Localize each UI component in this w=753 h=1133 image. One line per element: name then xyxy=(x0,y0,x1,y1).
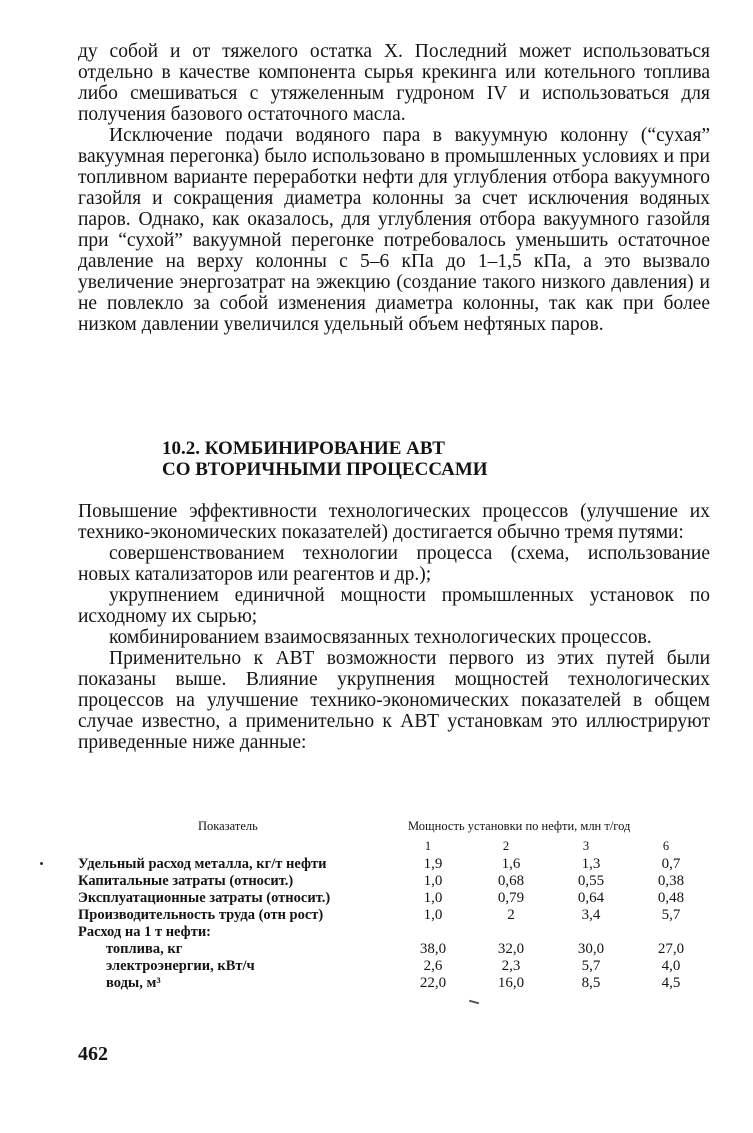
scan-mark xyxy=(469,1000,479,1005)
table-row xyxy=(78,924,710,941)
list-item-combining: комбинированием взаимосвязанных технологических процессов. xyxy=(109,627,652,648)
table-row xyxy=(78,856,710,873)
text-block-top xyxy=(78,41,710,335)
paragraph-intro: Повышение эффективности технологических процессов (улучшение их технико-экономических показателей) достигается обычно тремя путями: xyxy=(78,501,710,543)
cell: 22,0 xyxy=(419,975,447,991)
cell: 0,48 xyxy=(657,890,685,906)
row-label: воды, м³ xyxy=(106,975,161,991)
cell: 38,0 xyxy=(419,941,447,957)
row-label: топлива, кг xyxy=(106,941,183,957)
cell: 27,0 xyxy=(657,941,685,957)
cell: 5,7 xyxy=(661,907,681,923)
row-label: электроэнергии, кВт/ч xyxy=(106,958,255,974)
cell: 16,0 xyxy=(497,975,525,991)
cell: 1,0 xyxy=(423,890,443,906)
row-label: Удельный расход металла, кг/т нефти xyxy=(78,856,327,872)
table-header xyxy=(78,818,710,856)
column-header: 1 xyxy=(424,839,432,853)
cell: 0,55 xyxy=(577,873,605,889)
table-row xyxy=(78,975,710,992)
list-item-scale: укрупнением единичной мощности промышленных установок по исходному их сырью; xyxy=(78,585,710,627)
cell: 0,79 xyxy=(497,890,525,906)
row-label: Производительность труда (отн рост) xyxy=(78,907,324,923)
section-heading xyxy=(162,438,682,480)
paragraph-avt: Применительно к АВТ возможности первого из этих путей были показаны выше. Влияние укрупнения мощностей технологических процессов на улучшение технико-экономических показателей в общем случае известно, а применительно к АВТ установкам это иллюстрируют приведенные ниже данные: xyxy=(78,648,710,753)
table-header-group: Мощность установки по нефти, млн т/год xyxy=(408,819,631,833)
row-label: Капитальные затраты (относит.) xyxy=(78,873,294,889)
table-row xyxy=(78,941,710,958)
text-block-bottom xyxy=(78,501,710,753)
cell: 1,3 xyxy=(581,856,601,872)
cell: 0,7 xyxy=(661,856,681,872)
row-label: Эксплуатационные затраты (относит.) xyxy=(78,890,331,906)
capacity-table xyxy=(78,818,710,992)
cell: 0,64 xyxy=(577,890,605,906)
row-label: Расход на 1 т нефти: xyxy=(78,924,211,940)
cell: 2,6 xyxy=(423,958,443,974)
table-row xyxy=(78,907,710,924)
paragraph-continuation: ду собой и от тяжелого остатка X. Последний может использоваться отдельно в качестве компонента сырья крекинга или котельного топлива либо смешиваться с утяжеленным гудроном IV и использоваться для получения базового остаточного масла. xyxy=(78,41,710,125)
scan-speck xyxy=(40,862,43,865)
section-heading-line1: 10.2. КОМБИНИРОВАНИЕ АВТ xyxy=(162,438,445,459)
column-header: 3 xyxy=(582,839,590,853)
table-row xyxy=(78,873,710,890)
cell: 4,0 xyxy=(661,958,681,974)
cell: 32,0 xyxy=(497,941,525,957)
cell: 1,6 xyxy=(501,856,521,872)
list-item-technology: совершенствованием технологии процесса (схема, использование новых катализаторов или реагентов и др.); xyxy=(78,543,710,585)
cell: 30,0 xyxy=(577,941,605,957)
cell: 2 xyxy=(507,907,515,923)
cell: 4,5 xyxy=(661,975,681,991)
cell: 0,68 xyxy=(497,873,525,889)
cell: 1,9 xyxy=(423,856,443,872)
cell: 2,3 xyxy=(501,958,521,974)
section-heading-line2: СО ВТОРИЧНЫМИ ПРОЦЕССАМИ xyxy=(162,459,488,480)
cell: 1,0 xyxy=(423,873,443,889)
column-header: 6 xyxy=(662,839,670,853)
column-header: 2 xyxy=(502,839,510,853)
page-number: 462 xyxy=(78,1043,108,1065)
cell: 0,38 xyxy=(657,873,685,889)
table-row xyxy=(78,958,710,975)
paragraph-dry-vacuum: Исключение подачи водяного пара в вакуумную колонну (“сухая” вакуумная перегонка) было использовано в промышленных условиях и при топливном варианте переработки нефти для углубления отбора вакуумного газойля и сокращения диаметра колонны за счет исключения водяных паров. Однако, как оказалось, для углубления отбора вакуумного газойля при “сухой” вакуумной перегонке потребовалось уменьшить остаточное давление на верху колонны с 5–6 кПа до 1–1,5 кПа, а это вызвало увеличение энергозатрат на эжекцию (создание такого низкого давления) и не повлекло за собой изменения диаметра колонны, так как при более низком давлении увеличился удельный объем нефтяных паров. xyxy=(78,125,710,335)
cell: 8,5 xyxy=(581,975,601,991)
cell: 1,0 xyxy=(423,907,443,923)
cell: 3,4 xyxy=(581,907,601,923)
table-header-label: Показатель xyxy=(198,819,258,833)
cell: 5,7 xyxy=(581,958,601,974)
table-row xyxy=(78,890,710,907)
